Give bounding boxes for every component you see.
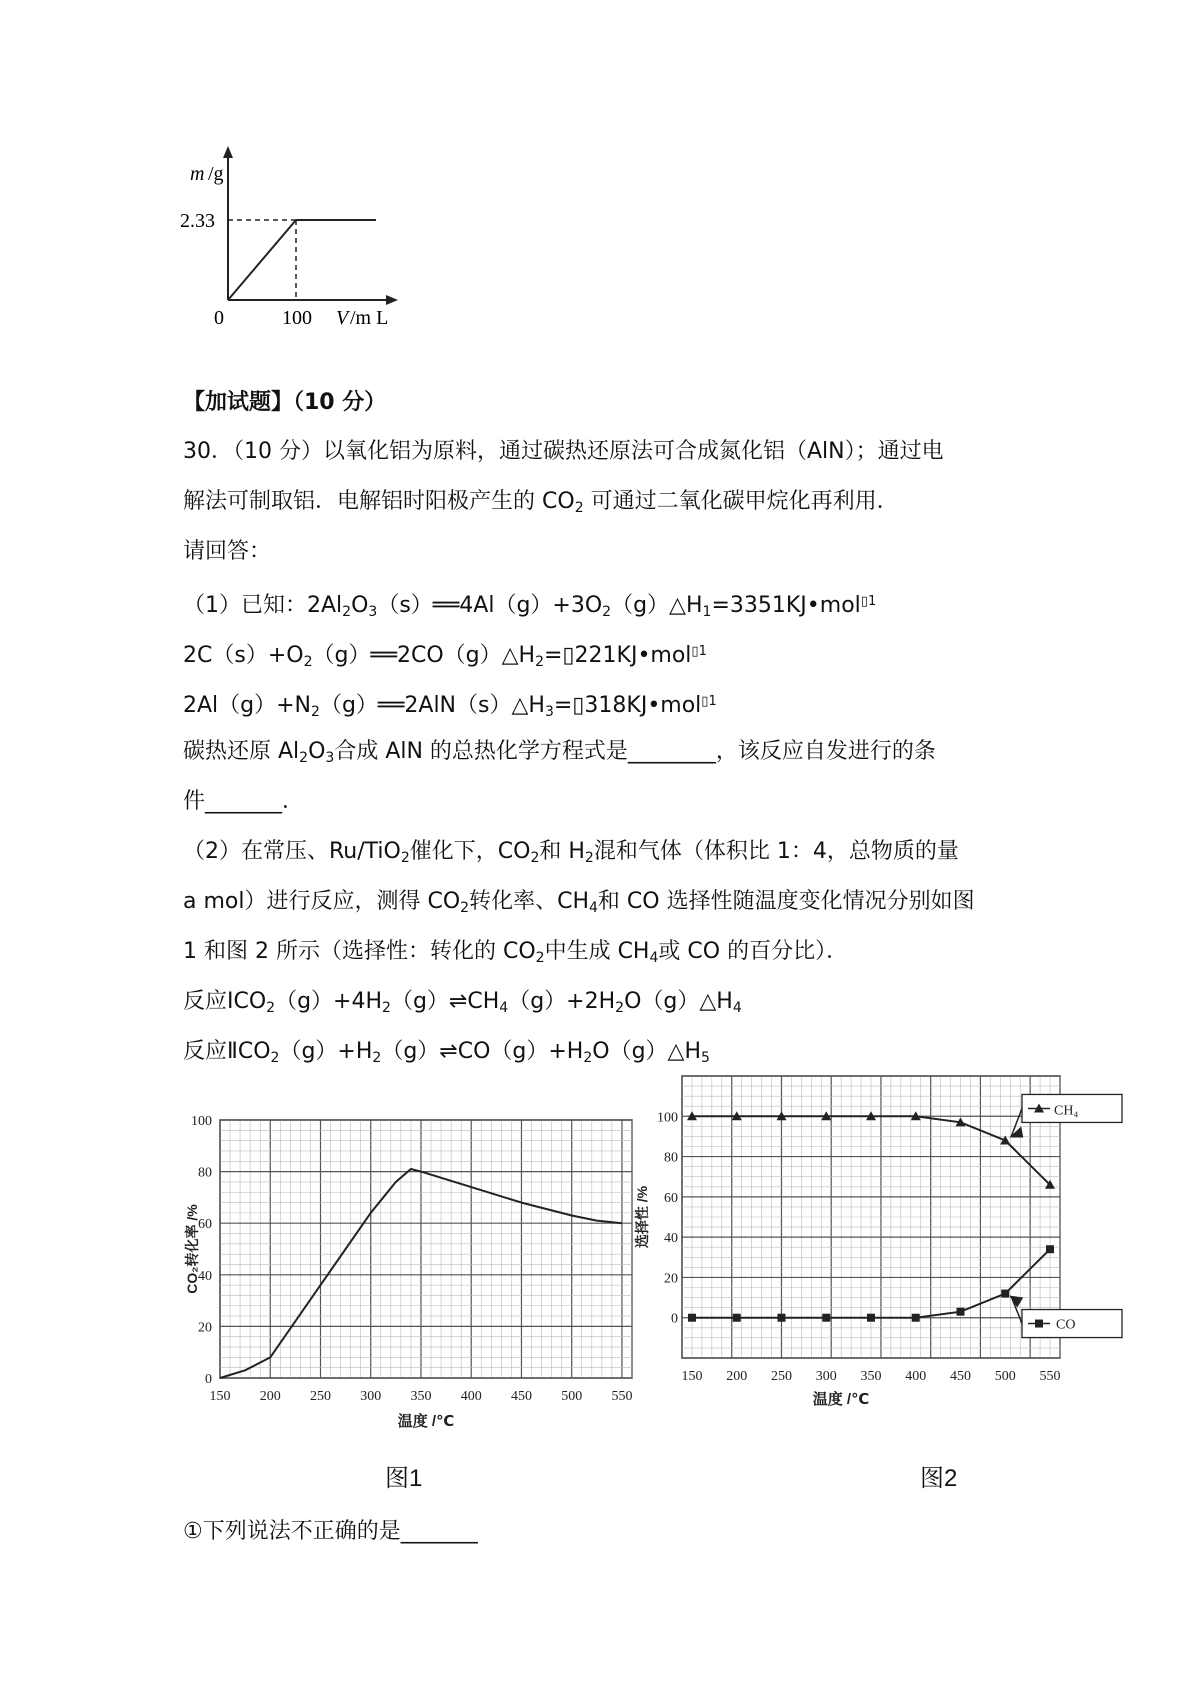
reaction-2: 反应$ⅡCO_2(g)+H_2(g)\rightleftharpoons CO(g)+H_2O(g)\triangle H_5$ xyxy=(183,1039,710,1066)
fig2-x-axis-label: 温度 /℃ xyxy=(812,1391,870,1408)
fig1-y-tick-label: 0 xyxy=(205,1372,212,1387)
small-y-tick: 2.33 xyxy=(180,210,215,232)
section-title: 【加试题】（10 分） xyxy=(183,390,387,415)
fig1-x-tick-label: 250 xyxy=(309,1389,331,1404)
fig2-x-tick-label: 400 xyxy=(905,1369,927,1384)
figure-2-selectivity xyxy=(634,1058,1150,1458)
q30-line8: 件_______． xyxy=(183,789,305,814)
fig2-y-tick-label: 20 xyxy=(664,1271,678,1287)
fig1-x-tick-label: 350 xyxy=(410,1389,432,1404)
small-ylabel-m: m xyxy=(190,163,205,185)
fig2-co-point xyxy=(957,1308,965,1316)
q30-line2: 解法可制取铝．电解铝时阳极产生的 $CO_2$ 可通过二氧化碳甲烷化再利用． xyxy=(183,489,899,516)
fig1-x-axis-label: 温度 /℃ xyxy=(397,1413,455,1430)
small-mass-volume-chart xyxy=(180,140,420,340)
fig2-legend-co-label: CO xyxy=(1056,1317,1076,1333)
fig1-x-tick-label: 400 xyxy=(460,1389,482,1404)
q30-line3: 请回答： xyxy=(183,539,272,564)
fig2-x-tick-label: 200 xyxy=(726,1369,748,1384)
fig2-co-point xyxy=(867,1314,875,1322)
fig2-co-point xyxy=(733,1314,741,1322)
q30-line1: 30．（10 分）以氧化铝为原料，通过碳热还原法可合成氮化铝（AlN）；通过电 xyxy=(183,439,944,464)
fig2-y-tick-label: 60 xyxy=(664,1190,678,1206)
fig1-x-tick-label: 550 xyxy=(611,1389,633,1404)
small-x-tick: 100 xyxy=(282,307,312,329)
fig2-x-tick-label: 550 xyxy=(1039,1369,1061,1384)
fig2-x-tick-label: 300 xyxy=(815,1369,837,1384)
q30-line11: 1 和图 2 所示（选择性：转化的 $CO_2$中生成 $CH_4$或 CO 的百分比）． xyxy=(183,939,849,966)
fig2-y-tick-label: 80 xyxy=(664,1150,678,1166)
fig2-x-tick-label: 500 xyxy=(994,1369,1016,1384)
small-xlabel-unit: /m L xyxy=(350,307,389,329)
fig2-co-point xyxy=(912,1314,920,1322)
fig2-y-axis-label: 选择性 /% xyxy=(634,1185,650,1249)
fig2-y-tick-label: 40 xyxy=(664,1231,678,1247)
fig1-y-tick-label: 80 xyxy=(198,1165,212,1181)
fig1-x-tick-label: 200 xyxy=(259,1389,281,1404)
fig2-x-tick-label: 250 xyxy=(771,1369,792,1384)
question-1: ①下列说法不正确的是_______ xyxy=(183,1519,478,1544)
fig1-y-tick-label: 100 xyxy=(191,1114,212,1129)
fig1-y-axis-label: CO₂转化率 /% xyxy=(184,1204,200,1294)
fig2-co-point xyxy=(778,1314,786,1322)
q30-line9: （2）在常压、Ru/TiO$_2$催化下，$CO_2$和 $H_2$混和气体（体积比 1：4，总物质的量 xyxy=(183,839,959,866)
fig2-co-point xyxy=(1046,1245,1054,1253)
fig1-y-tick-label: 20 xyxy=(198,1320,212,1336)
eq3: $2Al(g)+N_2(g)══2AlN(s)\triangle H_3=▯318KJ•mol^{▯1}$ xyxy=(183,693,717,720)
fig2-x-tick-label: 150 xyxy=(681,1369,703,1384)
small-y-arrow xyxy=(223,146,233,158)
fig1-y-tick-label: 40 xyxy=(198,1268,212,1284)
fig2-x-tick-label: 450 xyxy=(950,1369,971,1384)
small-origin: 0 xyxy=(214,307,224,329)
small-rising-line xyxy=(228,220,296,300)
q30-line7: 碳热还原 $Al_2O_3$合成 AlN 的总热化学方程式是________，该反应自发进行的条 xyxy=(183,739,936,766)
fig2-co-point xyxy=(822,1314,830,1322)
fig1-x-tick-label: 150 xyxy=(209,1389,231,1404)
small-xlabel-v: V xyxy=(336,307,349,329)
fig2-legend-ch4-label: CH₄ xyxy=(1054,1103,1079,1119)
reaction-1: 反应$ⅠCO_2(g)+4H_2(g)\rightleftharpoons CH_4(g)+2H_2O(g)\triangle H_4$ xyxy=(183,989,742,1016)
eq1: （1）已知：$2Al_2O_3(s)══4Al(g)+3O_2(g)\triangle H_1=3351KJ•mol^{▯1}$ xyxy=(183,593,877,620)
fig2-x-tick-label: 350 xyxy=(860,1369,882,1384)
figure-2-caption: 图2 xyxy=(920,1465,958,1492)
eq2: $2C(s)+O_2(g)══2CO(g)\triangle H_2=▯221KJ•mol^{▯1}$ xyxy=(183,643,707,670)
fig1-x-tick-label: 300 xyxy=(360,1389,382,1404)
fig1-y-tick-label: 60 xyxy=(198,1217,212,1233)
fig1-x-tick-label: 450 xyxy=(510,1389,532,1404)
figure-1-co2-conversion xyxy=(184,1095,710,1455)
fig2-y-tick-label: 100 xyxy=(657,1110,678,1126)
fig2-co-point xyxy=(1001,1290,1009,1298)
fig2-co-point xyxy=(688,1314,696,1322)
small-ylabel-unit: /g xyxy=(208,163,224,185)
q30-line10: a mol）进行反应，测得 $CO_2$转化率、$CH_4$和 CO 选择性随温度变化情况分别如图 xyxy=(183,889,975,916)
fig2-legend-co-marker xyxy=(1035,1320,1043,1328)
fig1-x-tick-label: 500 xyxy=(561,1389,583,1404)
small-x-arrow xyxy=(386,295,398,305)
fig2-y-tick-label: 0 xyxy=(671,1311,678,1327)
figure-1-caption: 图1 xyxy=(385,1465,423,1492)
